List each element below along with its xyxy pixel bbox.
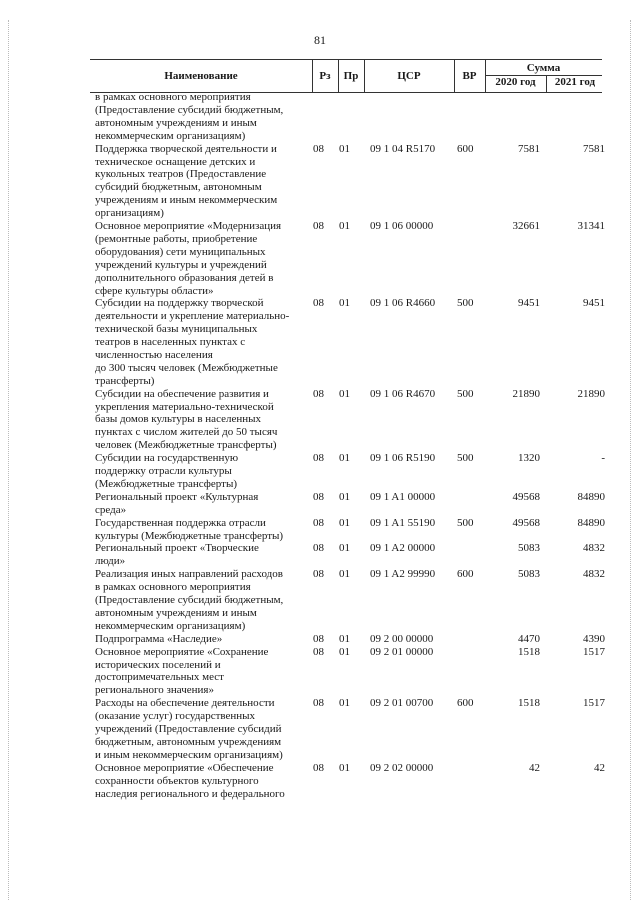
cell-name: Субсидии на поддержку творческой деятельности и укрепление материально- технической базы муниципальных театров в населенных пунктах с численностью населения до 300 тысяч человек (Межбюджетные трансферты): [95, 297, 290, 387]
cell-pr: 01: [339, 568, 350, 581]
cell-y2: 21890: [577, 387, 605, 400]
cell-rz: 08: [313, 542, 324, 555]
cell-rz: 08: [313, 490, 324, 503]
cell-pr: 01: [339, 490, 350, 503]
cell-y2: 9451: [583, 297, 605, 310]
header-divider: [546, 75, 547, 92]
table-row: [0, 143, 640, 220]
cell-y1: 42: [529, 761, 540, 774]
cell-csr: 09 1 04 R5170: [370, 142, 436, 155]
cell-name: Основное мероприятие «Обеспечение сохранности объектов культурного наследия регионального и федерального: [95, 761, 285, 800]
cell-pr: 01: [339, 387, 350, 400]
header-year-2020: 2020 год: [495, 76, 536, 88]
cell-y1: 1518: [518, 645, 540, 658]
table-row: [0, 388, 640, 453]
cell-y1: 32661: [512, 219, 540, 232]
cell-pr: 01: [339, 452, 350, 465]
cell-csr: 09 2 01 00000: [370, 645, 434, 658]
cell-name: Субсидии на обеспечение развития и укрепления материально-технической базы домов культуры в населенных пунктах с числом жителей до 50 тысяч человек (Межбюджетные трансферты): [95, 387, 278, 452]
cell-rz: 08: [313, 761, 324, 774]
cell-name: Государственная поддержка отрасли культуры (Межбюджетные трансферты): [95, 516, 284, 542]
cell-y2: 1517: [583, 697, 605, 710]
table-row: [0, 646, 640, 698]
cell-rz: 08: [313, 452, 324, 465]
cell-vr: 600: [457, 697, 474, 710]
cell-name: Субсидии на государственную поддержку отрасли культуры (Межбюджетные трансферты): [95, 452, 239, 490]
header-pr: Пр: [343, 70, 359, 82]
cell-y2: 1517: [583, 645, 605, 658]
header-vr: ВР: [462, 70, 477, 82]
cell-csr: 09 1 06 00000: [370, 219, 434, 232]
cell-csr: 09 2 00 00000: [370, 632, 434, 645]
cell-y1: 49568: [512, 490, 540, 503]
cell-csr: 09 1 A1 55190: [370, 516, 436, 529]
cell-rz: 08: [313, 632, 324, 645]
table-row: [0, 297, 640, 387]
cell-pr: 01: [339, 761, 350, 774]
cell-y2: 7581: [583, 142, 605, 155]
cell-name: Основное мероприятие «Модернизация (ремонтные работы, приобретение оборудования) сети муниципальных учреждений культуры и учреждений дополнительного образования детей в сфере культуры области»: [95, 219, 282, 297]
cell-vr: 500: [457, 387, 474, 400]
table-body: [0, 91, 640, 800]
header-year-2021: 2021 год: [554, 76, 596, 88]
cell-vr: 500: [457, 297, 474, 310]
table-row: [0, 633, 640, 646]
cell-y2: 31341: [577, 219, 605, 232]
cell-y1: 21890: [512, 387, 540, 400]
table-row: [0, 517, 640, 543]
cell-pr: 01: [339, 645, 350, 658]
header-csr: ЦСР: [397, 70, 421, 82]
cell-rz: 08: [313, 387, 324, 400]
cell-vr: 600: [457, 142, 474, 155]
cell-rz: 08: [313, 568, 324, 581]
page-number: 81: [314, 33, 326, 47]
cell-rz: 08: [313, 219, 324, 232]
table-row: [0, 91, 640, 143]
cell-name: Региональный проект «Культурная среда»: [95, 490, 259, 516]
cell-vr: 500: [457, 452, 474, 465]
cell-name: в рамках основного мероприятия (Предоставление субсидий бюджетным, автономным учреждениям и иным некоммерческим организациям): [95, 91, 284, 142]
cell-csr: 09 1 06 R5190: [370, 452, 436, 465]
cell-y1: 1320: [518, 452, 540, 465]
cell-rz: 08: [313, 142, 324, 155]
cell-rz: 08: [313, 697, 324, 710]
header-rz: Рз: [319, 70, 331, 82]
cell-csr: 09 1 06 R4660: [370, 297, 436, 310]
cell-vr: 600: [457, 568, 474, 581]
header-sum: Сумма: [526, 62, 561, 74]
cell-name: Подпрограмма «Наследие»: [95, 632, 223, 645]
cell-csr: 09 1 A1 00000: [370, 490, 436, 503]
cell-pr: 01: [339, 142, 350, 155]
cell-y1: 9451: [518, 297, 540, 310]
cell-vr: 500: [457, 516, 474, 529]
cell-rz: 08: [313, 297, 324, 310]
cell-name: Реализация иных направлений расходов в рамках основного мероприятия (Предоставление субсидий бюджетным, автономным учреждениям и иным некоммерческим организациям): [95, 568, 284, 632]
cell-name: Региональный проект «Творческие люди»: [95, 542, 259, 568]
cell-csr: 09 2 01 00700: [370, 697, 434, 710]
cell-y2: 4832: [583, 568, 605, 581]
cell-y2: 4390: [583, 632, 605, 645]
cell-pr: 01: [339, 297, 350, 310]
cell-csr: 09 1 06 R4670: [370, 387, 436, 400]
cell-pr: 01: [339, 542, 350, 555]
cell-y1: 49568: [512, 516, 540, 529]
cell-y1: 5083: [518, 568, 540, 581]
table-row: [0, 762, 640, 801]
cell-rz: 08: [313, 516, 324, 529]
table-row: [0, 568, 640, 633]
cell-name: Расходы на обеспечение деятельности (оказание услуг) государственных учреждений (Предоставление субсидий бюджетным, автономным учреждениям и иным некоммерческим организациям): [95, 697, 283, 761]
cell-csr: 09 1 A2 99990: [370, 568, 436, 581]
cell-y2: 84890: [577, 490, 605, 503]
cell-pr: 01: [339, 219, 350, 232]
cell-name: Поддержка творческой деятельности и техническое оснащение детских и кукольных театров (Предоставление субсидий бюджетным, автономным учреждениям и иным некоммерческим организациям): [95, 142, 278, 220]
cell-y1: 7581: [518, 142, 540, 155]
cell-y1: 4470: [518, 632, 540, 645]
table-row: [0, 452, 640, 491]
table-row: [0, 542, 640, 568]
table-row: [0, 491, 640, 517]
cell-rz: 08: [313, 645, 324, 658]
header-name: Наименование: [164, 70, 238, 82]
cell-y2: 42: [594, 761, 605, 774]
cell-csr: 09 2 02 00000: [370, 761, 434, 774]
cell-pr: 01: [339, 697, 350, 710]
cell-pr: 01: [339, 516, 350, 529]
table-row: [0, 697, 640, 762]
cell-name: Основное мероприятие «Сохранение исторических поселений и достопримечательных мест регионального значения»: [95, 645, 269, 697]
cell-y2: -: [601, 452, 605, 465]
cell-csr: 09 1 A2 00000: [370, 542, 436, 555]
table-header: [90, 59, 602, 93]
cell-pr: 01: [339, 632, 350, 645]
cell-y2: 4832: [583, 542, 605, 555]
table-row: [0, 220, 640, 297]
cell-y2: 84890: [577, 516, 605, 529]
cell-y1: 5083: [518, 542, 540, 555]
cell-y1: 1518: [518, 697, 540, 710]
